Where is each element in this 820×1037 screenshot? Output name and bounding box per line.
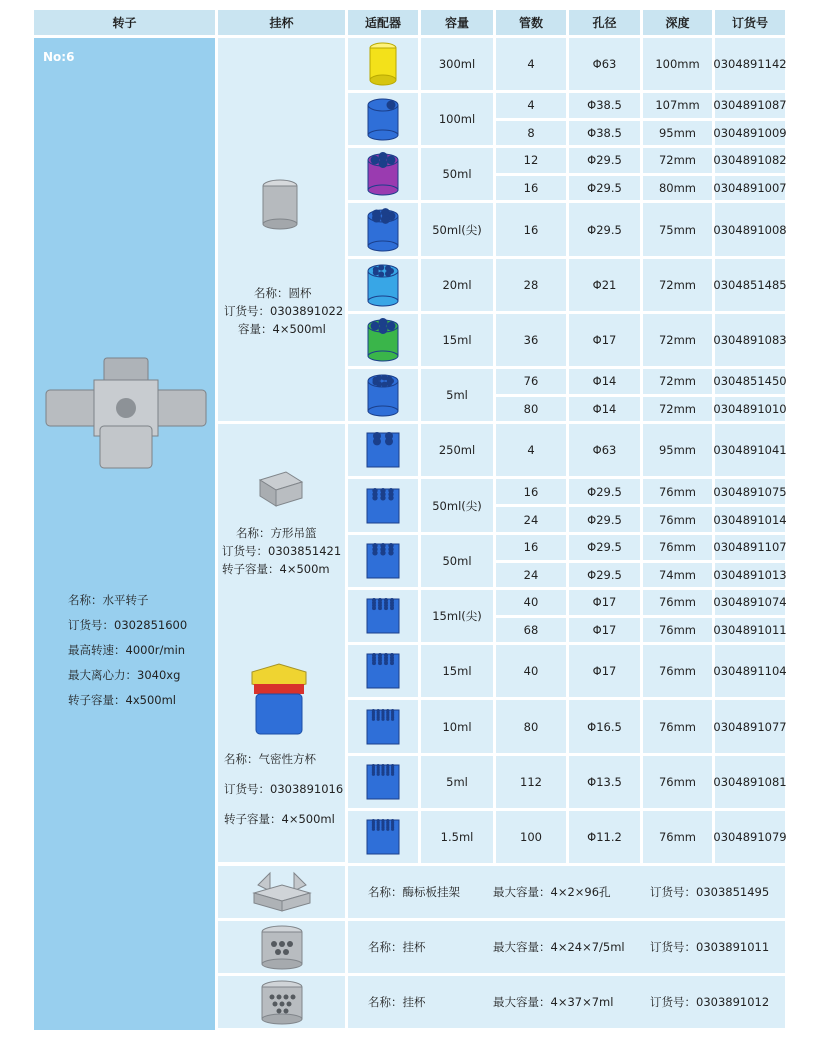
order-number: 0304891009 (715, 121, 785, 146)
hole-diameter: Φ29.5 (569, 507, 640, 532)
hole-depth: 75mm (643, 203, 712, 256)
order-number: 0304851485 (715, 259, 785, 311)
order-number: 0304891077 (715, 700, 785, 753)
hole-diameter: Φ17 (569, 645, 640, 697)
hole-diameter: Φ29.5 (569, 203, 640, 256)
rotor-name: 名称：水平转子 (68, 593, 149, 607)
blue-adapter-icon (363, 759, 403, 805)
hole-depth: 76mm (643, 811, 712, 863)
tube-count: 12 (496, 148, 566, 173)
order-number: 0304891007 (715, 176, 785, 201)
airtight-cup-icon (246, 662, 312, 738)
hole-diameter: Φ17 (569, 590, 640, 615)
extra-bucket-info (348, 866, 785, 918)
hole-depth: 76mm (643, 618, 712, 643)
hole-depth: 72mm (643, 148, 712, 173)
tube-count: 112 (496, 756, 566, 808)
adapter-capacity: 100ml (421, 93, 493, 145)
hole-diameter: Φ38.5 (569, 93, 640, 118)
rotor-force: 最大离心力：3040xg (68, 668, 181, 682)
blue-adapter-icon (363, 593, 403, 639)
extra-bucket-image-cell (218, 921, 345, 973)
order-number: 0304891075 (715, 479, 785, 504)
blue-adapter-icon (363, 648, 403, 694)
hole-diameter: Φ29.5 (569, 535, 640, 560)
adapter-capacity: 250ml (421, 424, 493, 476)
rotor-order: 订货号：0302851600 (68, 618, 188, 632)
adapter-image-cell (348, 369, 418, 421)
yellow-adapter-icon (368, 42, 398, 86)
order-number: 0304891087 (715, 93, 785, 118)
tube-count: 16 (496, 535, 566, 560)
adapter-image-cell (348, 811, 418, 863)
header-bucket: 挂杯 (218, 10, 345, 35)
hole-diameter: Φ14 (569, 397, 640, 422)
order-number: 0304891014 (715, 507, 785, 532)
adapter-capacity: 5ml (421, 369, 493, 421)
hole-diameter: Φ21 (569, 259, 640, 311)
airtight-cup-order: 订货号：0303891016 (224, 782, 344, 796)
round-cup-order: 订货号：0303891022 (224, 304, 344, 318)
tube-count: 24 (496, 507, 566, 532)
blue-adapter-icon (365, 372, 401, 418)
blue-adapter-icon (365, 96, 401, 142)
hole-diameter: Φ13.5 (569, 756, 640, 808)
tube-count: 40 (496, 590, 566, 615)
extra-order: 订货号：0303851495 (650, 885, 770, 899)
order-number: 0304891074 (715, 590, 785, 615)
square-basket-name: 名称：方形吊篮 (236, 526, 317, 540)
order-number: 0304891041 (715, 424, 785, 476)
bucket-square (218, 424, 345, 862)
tube-count: 80 (496, 397, 566, 422)
tube-count: 4 (496, 38, 566, 90)
adapter-capacity: 300ml (421, 38, 493, 90)
hole-depth: 95mm (643, 121, 712, 146)
tube-count: 76 (496, 369, 566, 394)
hole-diameter: Φ29.5 (569, 148, 640, 173)
hole-depth: 80mm (643, 176, 712, 201)
hole-diameter: Φ14 (569, 369, 640, 394)
tube-count: 4 (496, 424, 566, 476)
adapter-image-cell (348, 148, 418, 200)
hole-depth: 76mm (643, 645, 712, 697)
hole-diameter: Φ29.5 (569, 479, 640, 504)
adapter-capacity: 1.5ml (421, 811, 493, 863)
order-number: 0304891013 (715, 563, 785, 588)
adapter-image-cell (348, 535, 418, 587)
extra-capacity: 最大容量：4×37×7ml (493, 995, 614, 1009)
hole-depth: 100mm (643, 38, 712, 90)
hole-diameter: Φ29.5 (569, 563, 640, 588)
rotor-capacity: 转子容量：4x500ml (68, 693, 176, 707)
blue-adapter-icon (363, 538, 403, 584)
hole-depth: 95mm (643, 424, 712, 476)
hole-diameter: Φ17 (569, 314, 640, 366)
adapter-image-cell (348, 424, 418, 476)
bucket-round (218, 38, 345, 421)
adapter-capacity: 20ml (421, 259, 493, 311)
adapter-capacity: 50ml(尖) (421, 203, 493, 256)
order-number: 0304891107 (715, 535, 785, 560)
hole-diameter: Φ63 (569, 38, 640, 90)
adapter-capacity: 50ml(尖) (421, 479, 493, 532)
adapter-capacity: 15ml(尖) (421, 590, 493, 642)
tube-count: 16 (496, 203, 566, 256)
square-basket-order: 订货号：0303851421 (222, 544, 342, 558)
order-number: 0304891142 (715, 38, 785, 90)
horizontal-rotor-icon (42, 350, 210, 475)
hole-depth: 72mm (643, 259, 712, 311)
adapter-image-cell (348, 314, 418, 366)
blue-adapter-icon (363, 427, 403, 473)
hole-diameter: Φ16.5 (569, 700, 640, 753)
hole-diameter: Φ29.5 (569, 176, 640, 201)
hole-diameter: Φ38.5 (569, 121, 640, 146)
adapter-image-cell (348, 479, 418, 532)
multi-tube-cup-icon (259, 924, 305, 970)
tube-count: 16 (496, 479, 566, 504)
extra-bucket-image-cell (218, 866, 345, 918)
plate-carrier-icon (250, 871, 314, 913)
hole-depth: 76mm (643, 590, 712, 615)
header-hole: 孔径 (569, 10, 640, 35)
adapter-image-cell (348, 203, 418, 256)
extra-capacity: 最大容量：4×24×7/5ml (493, 940, 625, 954)
hole-depth: 72mm (643, 369, 712, 394)
extra-name: 名称：挂杯 (368, 995, 426, 1009)
tube-count: 16 (496, 176, 566, 201)
hole-depth: 72mm (643, 314, 712, 366)
blue-adapter-icon (365, 207, 401, 253)
adapter-image-cell (348, 756, 418, 808)
square-basket-capacity: 转子容量：4×500m (222, 562, 330, 576)
order-number: 0304891082 (715, 148, 785, 173)
extra-name: 名称：酶标板挂架 (368, 885, 460, 899)
hole-depth: 76mm (643, 507, 712, 532)
adapter-capacity: 15ml (421, 314, 493, 366)
order-number: 0304891011 (715, 618, 785, 643)
hole-depth: 76mm (643, 700, 712, 753)
extra-name: 名称：挂杯 (368, 940, 426, 954)
header-depth: 深度 (643, 10, 712, 35)
tube-count: 68 (496, 618, 566, 643)
blue-adapter-icon (363, 814, 403, 860)
adapter-capacity: 5ml (421, 756, 493, 808)
header-rotor: 转子 (34, 10, 215, 35)
hole-depth: 72mm (643, 397, 712, 422)
round-cup-name: 名称：圆杯 (254, 286, 312, 300)
extra-bucket-info (348, 921, 785, 973)
rotor-panel (34, 38, 215, 1030)
tube-count: 4 (496, 93, 566, 118)
blue-adapter-icon (363, 483, 403, 529)
adapter-image-cell (348, 259, 418, 311)
hole-depth: 76mm (643, 535, 712, 560)
extra-bucket-info (348, 976, 785, 1028)
order-number: 0304851450 (715, 369, 785, 394)
multi-tube-cup-icon (259, 979, 305, 1025)
hole-diameter: Φ11.2 (569, 811, 640, 863)
order-number: 0304891008 (715, 203, 785, 256)
extra-bucket-image-cell (218, 976, 345, 1028)
extra-capacity: 最大容量：4×2×96孔 (493, 885, 611, 899)
hole-diameter: Φ63 (569, 424, 640, 476)
blue-adapter-icon (363, 704, 403, 750)
tube-count: 80 (496, 700, 566, 753)
tube-count: 100 (496, 811, 566, 863)
tube-count: 8 (496, 121, 566, 146)
header-tubes: 管数 (496, 10, 566, 35)
adapter-capacity: 50ml (421, 148, 493, 200)
adapter-image-cell (348, 93, 418, 145)
adapter-capacity: 10ml (421, 700, 493, 753)
tube-count: 36 (496, 314, 566, 366)
round-cup-icon (260, 178, 300, 230)
airtight-cup-capacity: 转子容量：4×500ml (224, 812, 335, 826)
hole-depth: 74mm (643, 563, 712, 588)
adapter-capacity: 50ml (421, 535, 493, 587)
extra-order: 订货号：0303891012 (650, 995, 770, 1009)
round-cup-capacity: 容量：4×500ml (238, 322, 326, 336)
adapter-image-cell (348, 645, 418, 697)
order-number: 0304891081 (715, 756, 785, 808)
adapter-capacity: 15ml (421, 645, 493, 697)
lightblue-adapter-icon (365, 262, 401, 308)
square-basket-icon (256, 468, 306, 508)
order-number: 0304891104 (715, 645, 785, 697)
tube-count: 40 (496, 645, 566, 697)
order-number: 0304891010 (715, 397, 785, 422)
header-adapter: 适配器 (348, 10, 418, 35)
green-adapter-icon (365, 317, 401, 363)
adapter-image-cell (348, 590, 418, 642)
adapter-image-cell (348, 700, 418, 753)
hole-diameter: Φ17 (569, 618, 640, 643)
header-capacity: 容量 (421, 10, 493, 35)
purple-adapter-icon (365, 151, 401, 197)
hole-depth: 76mm (643, 756, 712, 808)
hole-depth: 76mm (643, 479, 712, 504)
hole-depth: 107mm (643, 93, 712, 118)
order-number: 0304891079 (715, 811, 785, 863)
tube-count: 28 (496, 259, 566, 311)
order-number: 0304891083 (715, 314, 785, 366)
rotor-info (68, 588, 187, 713)
extra-order: 订货号：0303891011 (650, 940, 770, 954)
adapter-image-cell (348, 38, 418, 90)
header-order: 订货号 (715, 10, 785, 35)
rotor-speed: 最高转速：4000r/min (68, 643, 186, 657)
tube-count: 24 (496, 563, 566, 588)
airtight-cup-name: 名称：气密性方杯 (224, 752, 316, 766)
rotor-number: No:6 (43, 50, 75, 64)
